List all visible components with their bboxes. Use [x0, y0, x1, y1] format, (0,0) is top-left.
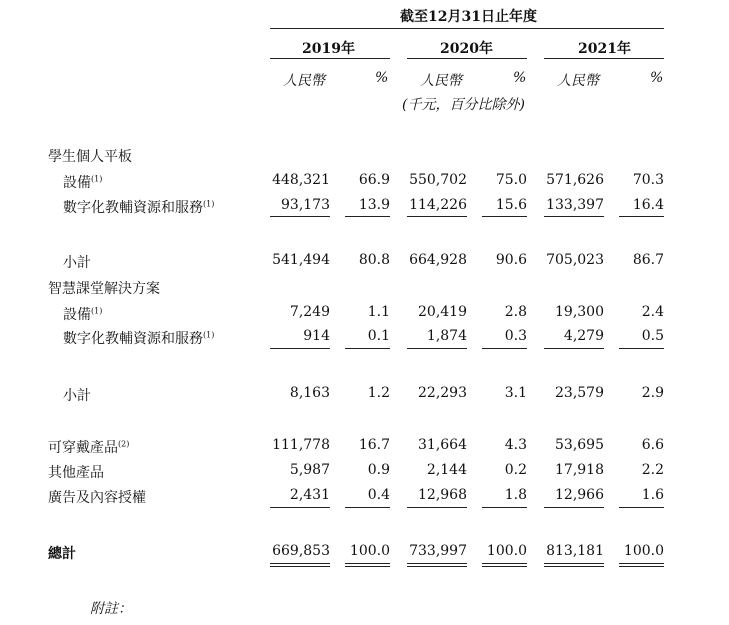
- period-underline: [270, 28, 664, 29]
- cell-equipment-1-6: 70.3: [632, 172, 664, 188]
- rule-digital2-c5: [544, 348, 604, 349]
- period-title: 截至12月31日止年度: [400, 9, 537, 25]
- rule-total-c6: [619, 563, 664, 567]
- rule-total-c3: [407, 563, 467, 567]
- rule-digital2-c3: [407, 348, 467, 349]
- rule-total-c5: [544, 563, 604, 567]
- year-2021-underline: [544, 58, 664, 59]
- row-label-other-products: 其他產品: [48, 465, 104, 481]
- cell-subtotal-1-5: 705,023: [546, 252, 604, 268]
- cell-subtotal-2-2: 1.2: [367, 385, 390, 401]
- rule-adv-c4: [482, 507, 527, 508]
- rule-digital1-c5: [544, 216, 604, 217]
- cell-equipment-1-2: 66.9: [358, 172, 390, 188]
- cell-digital-2-1: 914: [303, 328, 330, 344]
- cell-subtotal-1-2: 80.8: [358, 252, 390, 268]
- cell-digital-1-3: 114,226: [409, 197, 467, 213]
- year-2019: 2019年: [302, 41, 355, 57]
- cell-subtotal-2-1: 8,163: [289, 385, 330, 401]
- cell-digital-1-1: 93,173: [281, 197, 330, 213]
- cell-other-products-3: 2,144: [426, 462, 467, 478]
- rule-total-c1: [270, 563, 330, 567]
- footnote-label: 附註：: [90, 601, 132, 617]
- cell-digital-2-6: 0.5: [641, 328, 664, 344]
- unit-note: (千元，百分比除外): [402, 97, 525, 113]
- col-rmb-2019: 人民幣: [283, 73, 325, 89]
- cell-equipment-1-4: 75.0: [495, 172, 527, 188]
- cell-digital-2-5: 4,279: [563, 328, 604, 344]
- row-label-digital-1: 數字化教輔資源和服務$^{(1)}$: [63, 199, 215, 216]
- cell-other-products-1: 5,987: [289, 462, 330, 478]
- cell-equipment-1-3: 550,702: [409, 172, 467, 188]
- cell-digital-2-2: 0.1: [367, 328, 390, 344]
- cell-wearables-3: 31,664: [418, 437, 467, 453]
- row-label-subtotal-2: 小計: [63, 388, 91, 404]
- cell-subtotal-2-4: 3.1: [504, 385, 527, 401]
- cell-other-products-6: 2.2: [641, 462, 664, 478]
- cell-digital-2-3: 1,874: [426, 328, 467, 344]
- cell-advertising-4: 1.8: [504, 487, 527, 503]
- cell-advertising-3: 12,968: [418, 487, 467, 503]
- cell-total-5: 813,181: [546, 543, 604, 559]
- row-label-advertising: 廣告及內容授權: [48, 490, 146, 506]
- cell-total-2: 100.0: [349, 543, 390, 559]
- year-2019-underline: [270, 58, 390, 59]
- col-pct-2019: %: [375, 70, 389, 86]
- cell-wearables-4: 4.3: [504, 437, 527, 453]
- cell-total-4: 100.0: [486, 543, 527, 559]
- col-rmb-2021: 人民幣: [557, 73, 599, 89]
- row-label-digital-2: 數字化教輔資源和服務$^{(1)}$: [63, 330, 215, 347]
- cell-subtotal-2-3: 22,293: [418, 385, 467, 401]
- cell-equipment-2-3: 20,419: [418, 304, 467, 320]
- cell-equipment-2-4: 2.8: [504, 304, 527, 320]
- rule-adv-c1: [270, 507, 330, 508]
- row-label-subtotal-1: 小計: [63, 255, 91, 271]
- cell-other-products-4: 0.2: [504, 462, 527, 478]
- section-title-students-tablet: 學生個人平板: [48, 149, 132, 165]
- col-rmb-2020: 人民幣: [420, 73, 462, 89]
- cell-digital-1-6: 16.4: [632, 197, 664, 213]
- cell-subtotal-1-1: 541,494: [272, 252, 330, 268]
- rule-digital1-c2: [345, 216, 390, 217]
- cell-wearables-5: 53,695: [555, 437, 604, 453]
- cell-subtotal-1-3: 664,928: [409, 252, 467, 268]
- cell-wearables-2: 16.7: [358, 437, 390, 453]
- rule-digital2-c4: [482, 348, 527, 349]
- year-2020-underline: [407, 58, 527, 59]
- rule-adv-c5: [544, 507, 604, 508]
- cell-equipment-1-1: 448,321: [272, 172, 330, 188]
- cell-digital-1-4: 15.6: [495, 197, 527, 213]
- cell-other-products-5: 17,918: [555, 462, 604, 478]
- rule-digital2-c6: [619, 348, 664, 349]
- row-label-total: 總計: [48, 546, 76, 562]
- cell-subtotal-1-4: 90.6: [495, 252, 527, 268]
- col-pct-2021: %: [650, 70, 664, 86]
- rule-total-c4: [482, 563, 527, 567]
- cell-equipment-2-6: 2.4: [641, 304, 664, 320]
- cell-subtotal-2-6: 2.9: [641, 385, 664, 401]
- rule-digital1-c3: [407, 216, 467, 217]
- rule-adv-c2: [345, 507, 390, 508]
- cell-wearables-6: 6.6: [641, 437, 664, 453]
- cell-digital-1-2: 13.9: [358, 197, 390, 213]
- rule-adv-c6: [619, 507, 664, 508]
- cell-digital-2-4: 0.3: [504, 328, 527, 344]
- cell-advertising-5: 12,966: [555, 487, 604, 503]
- rule-total-c2: [345, 563, 390, 567]
- rule-digital2-c1: [270, 348, 330, 349]
- cell-total-3: 733,997: [409, 543, 467, 559]
- cell-subtotal-2-5: 23,579: [555, 385, 604, 401]
- row-label-equipment-2: 設備$^{(1)}$: [63, 306, 103, 323]
- rule-digital1-c4: [482, 216, 527, 217]
- cell-total-6: 100.0: [623, 543, 664, 559]
- cell-digital-1-5: 133,397: [546, 197, 604, 213]
- row-label-equipment-1: 設備$^{(1)}$: [63, 174, 103, 191]
- cell-advertising-1: 2,431: [289, 487, 330, 503]
- section-title-smart-classroom: 智慧課堂解決方案: [48, 281, 160, 297]
- col-pct-2020: %: [513, 70, 527, 86]
- cell-advertising-6: 1.6: [641, 487, 664, 503]
- cell-other-products-2: 0.9: [367, 462, 390, 478]
- cell-total-1: 669,853: [272, 543, 330, 559]
- cell-wearables-1: 111,778: [272, 437, 330, 453]
- cell-subtotal-1-6: 86.7: [632, 252, 664, 268]
- rule-digital1-c1: [270, 216, 330, 217]
- cell-equipment-2-1: 7,249: [289, 304, 330, 320]
- cell-equipment-2-5: 19,300: [555, 304, 604, 320]
- cell-equipment-2-2: 1.1: [367, 304, 390, 320]
- year-2021: 2021年: [578, 41, 631, 57]
- cell-equipment-1-5: 571,626: [546, 172, 604, 188]
- rule-digital1-c6: [619, 216, 664, 217]
- row-label-wearables: 可穿戴產品$^{(2)}$: [48, 439, 130, 456]
- cell-advertising-2: 0.4: [367, 487, 390, 503]
- year-2020: 2020年: [440, 41, 493, 57]
- rule-adv-c3: [407, 507, 467, 508]
- rule-digital2-c2: [345, 348, 390, 349]
